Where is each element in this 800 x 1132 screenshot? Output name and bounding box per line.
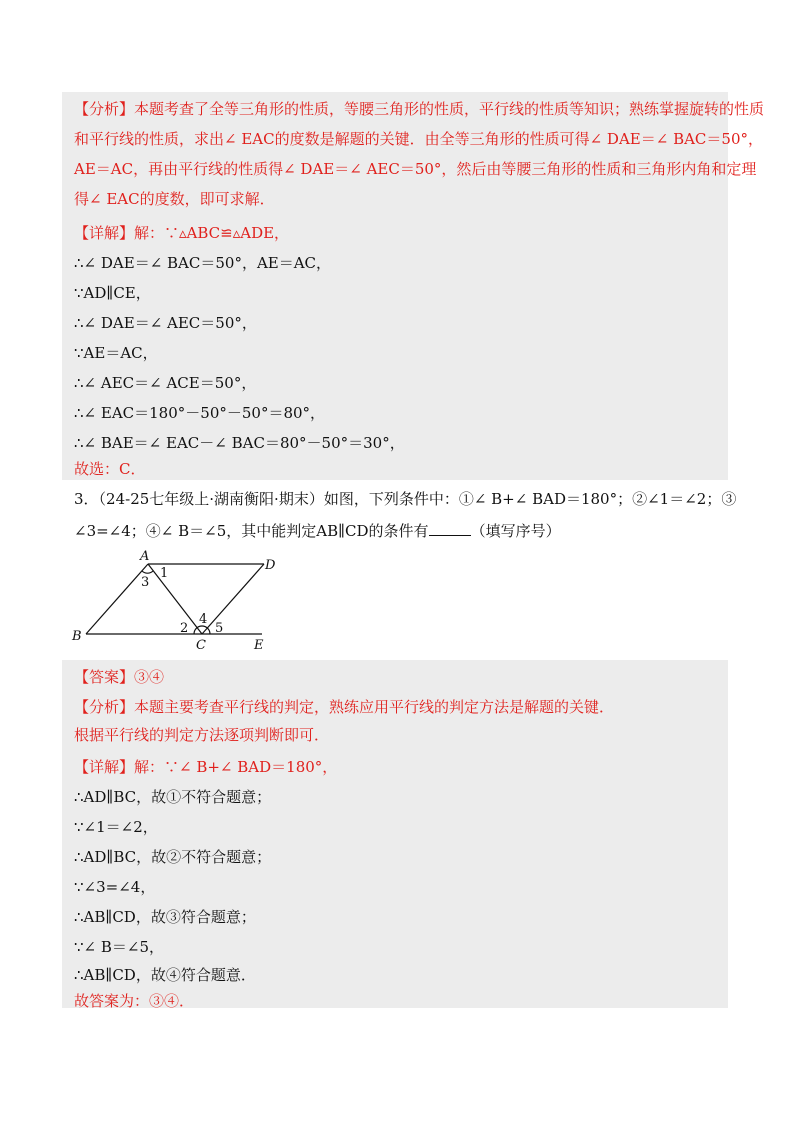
label-2: 2 xyxy=(180,621,189,636)
label-C: C xyxy=(196,638,206,653)
label-E: E xyxy=(254,638,264,653)
analysis-line-4: 得∠ EAC的度数，即可求解． xyxy=(74,190,275,208)
detail-2-line-5: ∵∠3=∠4， xyxy=(74,878,156,896)
label-A: A xyxy=(140,550,150,564)
detail-line-2: ∴∠ DAE＝∠ BAC＝50°，AE＝AC， xyxy=(74,254,332,272)
detail-line-9: 故选：C． xyxy=(74,460,146,478)
analysis-line-3: AE＝AC，再由平行线的性质得∠ DAE＝∠ AEC＝50°，然后由等腰三角形的性质和三角形内角和定理 xyxy=(74,160,757,178)
detail-line-8: ∴∠ BAE＝∠ EAC－∠ BAC＝80°－50°＝30°， xyxy=(74,434,405,452)
detail-2-line-3: ∵∠1＝∠2， xyxy=(74,818,158,836)
detail-2-line-2: ∴AD∥BC，故①不符合题意； xyxy=(74,788,272,806)
detail-tag: 【详解】解：∵▵ABC≌▵ADE， xyxy=(74,224,290,242)
label-3: 3 xyxy=(141,575,150,590)
detail-line-7: ∴∠ EAC＝180°－50°－50°＝80°， xyxy=(74,404,326,422)
analysis-line-1: 【分析】本题考查了全等三角形的性质，等腰三角形的性质，平行线的性质等知识；熟练掌握旋转的性质 xyxy=(74,100,765,118)
segment-AC xyxy=(148,564,202,634)
label-1: 1 xyxy=(160,566,169,581)
detail-2-line-6: ∴AB∥CD，故③符合题意； xyxy=(74,908,256,926)
detail-line-6: ∴∠ AEC＝∠ ACE＝50°， xyxy=(74,374,257,392)
detail-line-1 xyxy=(74,222,289,244)
question-3-line-2 xyxy=(74,520,561,542)
detail-2-line-9: 故答案为：③④． xyxy=(74,992,195,1010)
analysis-line-2: 和平行线的性质，求出∠ EAC的度数是解题的关键．由全等三角形的性质可得∠ DAE＝∠ BAC＝50°， xyxy=(74,130,764,148)
geometry-figure xyxy=(66,550,286,654)
question-3-conditions: ∠3=∠4；④∠ B＝∠5，其中能判定AB∥CD的条件有 xyxy=(74,522,429,540)
angle-arc-A xyxy=(142,571,153,573)
question-3-fill-hint: （填写序号） xyxy=(470,522,561,540)
answer-blank xyxy=(429,521,471,536)
detail-2-tag: 【详解】解：∵∠ B+∠ BAD＝180°， xyxy=(74,758,338,776)
detail-line-4: ∴∠ DAE＝∠ AEC＝50°， xyxy=(74,314,257,332)
detail-2-line-4: ∴AD∥BC，故②不符合题意； xyxy=(74,848,272,866)
detail-line-3: ∵AD∥CE， xyxy=(74,284,151,302)
detail-2-line-7: ∵∠ B＝∠5， xyxy=(74,938,165,956)
label-D: D xyxy=(265,558,276,573)
segment-AB xyxy=(86,564,148,634)
detail-line-5: ∵AE＝AC， xyxy=(74,344,158,362)
analysis-2-line: 【分析】本题主要考查平行线的判定，熟练应用平行线的判定方法是解题的关键． xyxy=(74,698,615,716)
label-B: B xyxy=(72,629,82,644)
detail-2-line-8: ∴AB∥CD，故④符合题意． xyxy=(74,966,256,984)
label-4: 4 xyxy=(199,612,208,627)
method-line: 根据平行线的判定方法逐项判断即可． xyxy=(74,726,330,744)
answer-line: 【答案】③④ xyxy=(74,668,165,686)
detail-2-line-1 xyxy=(74,756,337,778)
question-3-line-1: 3．（24-25七年级上·湖南衡阳·期末）如图，下列条件中：①∠ B+∠ BAD＝180°；②∠1＝∠2；③ xyxy=(74,490,737,508)
label-5: 5 xyxy=(215,621,224,636)
segment-CD xyxy=(202,564,264,634)
